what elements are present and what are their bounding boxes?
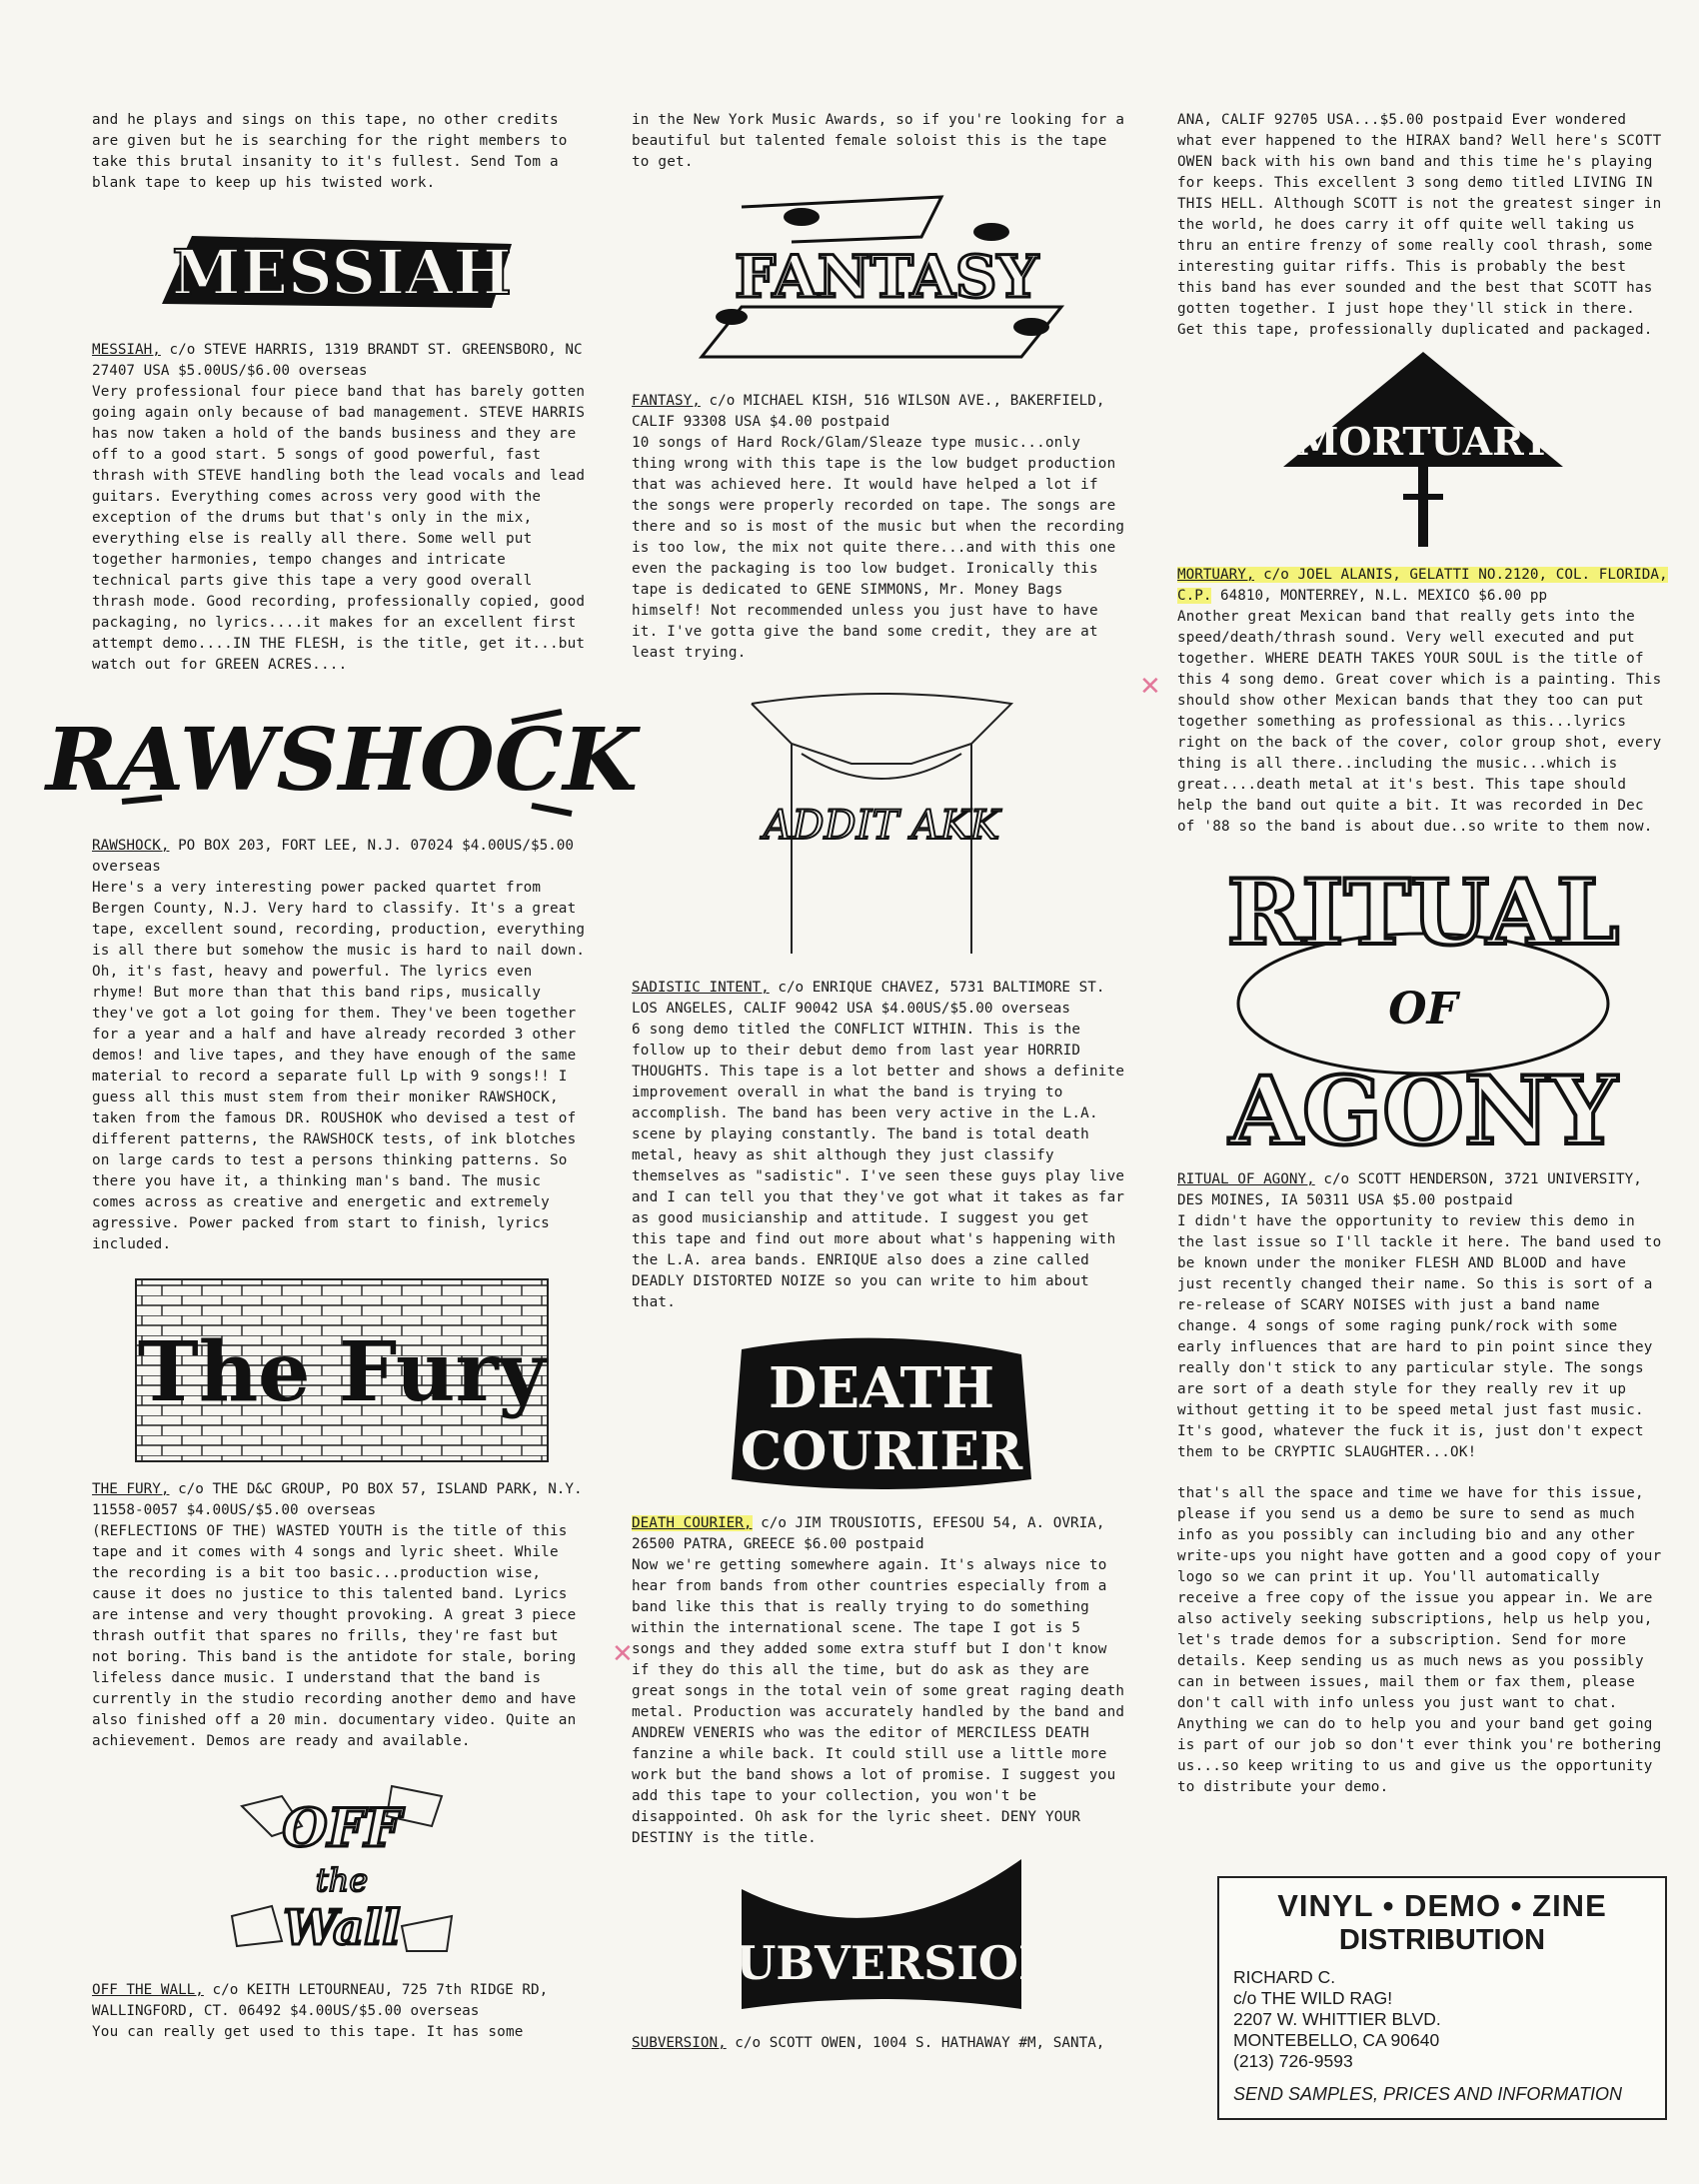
off-the-wall-logo (92, 1766, 592, 1966)
band-name: THE FURY, (92, 1481, 170, 1497)
ad-subtitle: DISTRIBUTION (1338, 1924, 1546, 1956)
agony-logo-text: AGONY (1228, 1057, 1618, 1166)
rawshock-review: Here's a very interesting power packed quartet from Bergen County, N.J. Very hard to classify. It's a great tape, excellent sound, recording, production, everything is all there but somehow the music is hard to nail down. Oh, it's fast, heavy and powerful. The lyrics even rhyme! But more than that this band rips, musically they've got a lot going for them. They've been together for a year and a half and have already recorded 3 other demos! and live tapes, and they have enough of the same material to record a separate full Lp with 9 songs!! I guess all this must stem from their moniker RAWSHOCK, taken from the famous DR. ROUSHOK who devised a test of different patterns, the RAWSHOCK tests, of ink blotches on large cards to test a persons thinking patterns. So there you have it, a thinking man's band. The music comes across as creative and energetic and extremely agressive. Power packed from start to finish, lyrics included. (92, 880, 586, 1252)
ad-contact-name: RICHARD C. (1233, 1967, 1336, 1987)
distribution-ad-box (1217, 1876, 1667, 2120)
of-logo-text: OF (1388, 984, 1458, 1035)
mortuary-logo (1177, 347, 1669, 557)
continued-review-text: and he plays and sings on this tape, no other credits are given but he is searching for the right members to take this brutal insanity to it's fullest. Send Tom a blank tape to keep up his twisted work. (92, 112, 568, 191)
death-logo-text: DEATH (768, 1355, 995, 1421)
ritual-of-agony-review: I didn't have the opportunity to review this demo in the last issue so I'll tackle it here. The band used to be known under the moniker FLESH AND BLOOD and have just recently changed their name. So this is sort of a re-release of SCARY NOISES with just a band name change. 4 songs of some raging punk/rock with some early influences that are hard to pin point since they really don't stick to any particular style. The songs are sort of a death style for they really rev it up without getting it to be speed metal just fast music. It's good, whatever the fuck it is, just don't expect them to be CRYPTIC SLAUGHTER...OK! (1177, 1213, 1662, 1460)
ad-city: MONTEBELLO, CA 90640 (1233, 2030, 1440, 2050)
sadistic-intent-review: 6 song demo titled the CONFLICT WITHIN. This is the follow up to their debut demo from last year HORRID THOUGHTS. This tape is a lot better and shows a definite improvement overall in what the band is trying to accomplish. The band has been very active in the L.A. scene by playing constantly. The band is total death metal, heavy as shit although they just classify themselves as "sadistic". I've seen these guys play live and I can tell you that they've got what it takes as far as good musicianship and attitude. I suggest you get this tape and find out more about what's happening with the L.A. area bands. ENRIQUE also does a zine called DEADLY DISTORTED NOIZE so you can write to him about that. (632, 1022, 1125, 1310)
ad-title: VINYL • DEMO • ZINE (1277, 1888, 1607, 1923)
ritual-of-agony-logo (1177, 844, 1669, 1166)
off-logo-text: OFF (282, 1798, 402, 1859)
band-name: SADISTIC INTENT, (632, 980, 770, 996)
column-middle (632, 110, 1131, 2054)
rawshock-header (92, 836, 592, 878)
band-name: MESSIAH, (92, 342, 161, 358)
mortuary-logo-text: MORTUARY (1296, 419, 1550, 464)
ad-street: 2207 W. WHITTIER BLVD. (1233, 2009, 1441, 2029)
fantasy-logo-text: FANTASY (734, 243, 1039, 311)
wall-logo-text: Wall (283, 1900, 401, 1956)
band-address-highlighted: c/o JOEL ALANIS, GELATTI NO.2120, COL. FLORIDA, C.P. (1177, 567, 1668, 604)
band-address: c/o THE D&C GROUP, PO BOX 57, ISLAND PARK, N.Y. 11558-0057 $4.00US/$5.00 overseas (92, 1481, 583, 1518)
subversion-logo-text: SUBVERSION (702, 1936, 1061, 1990)
band-name: RITUAL OF AGONY, (1177, 1171, 1315, 1187)
subversion-logo (632, 1849, 1131, 2019)
messiah-logo (92, 216, 592, 326)
band-name: DEATH COURIER, (632, 1515, 753, 1531)
fantasy-logo (632, 187, 1131, 377)
continued-review-text: in the New York Music Awards, so if you're looking for a beautiful but talented female soloist this is the tape to get. (632, 112, 1125, 170)
messiah-review: Very professional four piece band that has barely gotten going again only because of bad management. STEVE HARRIS has now taken a hold of the bands business and they are off to a good start. 5 songs of good powerful, fast thrash with STEVE handling both the lead vocals and lead guitars. Everything comes across very good with the exception of the drums but that's only in the mix, everything else is really all there. Some well put together harmonies, tempo changes and intricate technical parts give this tape a very good overall thrash mode. Good recording, professionally copied, good packaging, no lyrics....it makes for an excellent first attempt demo....IN THE FLESH, is the title, get it...but watch out for GREEN ACRES.... (92, 384, 586, 673)
messiah-logo-text: MESSIAH (172, 236, 512, 309)
ad-footer: SEND SAMPLES, PRICES AND INFORMATION (1233, 2084, 1623, 2104)
the-logo-text: the (315, 1861, 369, 1899)
fantasy-header (632, 391, 1131, 433)
rawshock-logo (46, 702, 638, 822)
death-courier-header (632, 1513, 1131, 1555)
sadistic-intent-header (632, 978, 1131, 1020)
band-address: c/o JIM TROUSIOTIS, EFESOU 54, A. OVRIA, 26500 PATRA, GREECE $6.00 postpaid (632, 1515, 1105, 1552)
death-courier-review: Now we're getting somewhere again. It's always nice to hear from bands from other countries especially from a band like this that is really trying to do something within the international scene. The tape I got is 5 songs and they added some extra stuff but I don't know if they do this all the time, but do ask as they are great songs in the total vein of some great raging death metal. Production was accurately handled by the band and ANDREW VENERIS who was the editor of MERCILESS DEATH fanzine a while back. It could still use a little more work but the band shows a lot of promise. I suggest you add this tape to your collection, you won't be disappointed. Oh ask for the lyric sheet. DENY YOUR DESTINY is the title. (632, 1557, 1125, 1846)
band-address: PO BOX 203, FORT LEE, N.J. 07024 $4.00US/$5.00 overseas (92, 838, 575, 875)
sadistic-intent-logo (632, 674, 1131, 964)
sadistic-logo-text: ADDIT AKK (763, 803, 1000, 849)
courier-logo-text: COURIER (740, 1421, 1023, 1482)
off-the-wall-review: You can really get used to this tape. It has some (92, 2024, 524, 2040)
ritual-of-agony-header (1177, 1169, 1669, 1211)
rawshock-logo-text: RAWSHOCK (46, 710, 638, 811)
fantasy-review: 10 songs of Hard Rock/Glam/Sleaze type music...only thing wrong with this tape is the low budget production that was achieved here. It would have helped a lot if the songs were properly recorded on tape. The songs are there and so is most of the music but when the recording is too low, the mix not quite there...and with this one even the packaging is too low budget. Ironically this tape is dedicated to GENE SIMMONS, Mr. Money Bags himself! Not recommended unless you just have to have it. I've gotta give the band some credit, they are at least trying. (632, 435, 1125, 661)
band-name: RAWSHOCK, (92, 838, 170, 854)
ad-contact-company: c/o THE WILD RAG! (1233, 1988, 1393, 2008)
band-name: MORTUARY, (1177, 567, 1255, 583)
ritual-logo-text: RITUAL (1226, 860, 1620, 966)
fury-logo (92, 1275, 592, 1465)
pen-x-mark: ✕ (612, 1639, 634, 1669)
mortuary-review: Another great Mexican band that really gets into the speed/death/thrash sound. Very well executed and put together. WHERE DEATH TAKES YOUR SOUL is the title of this 4 song demo. Great cover which is a painting. This should show other Mexican bands that they too can put together something as professional as this...lyrics right on the back of the cover, color group shot, every thing is all there..including the music...which is great....death metal at it's best. This tape should help the band out quite a bit. It was recorded in Dec of '88 so the band is about due..so write to them now. (1177, 609, 1662, 835)
band-address: c/o MICHAEL KISH, 516 WILSON AVE., BAKERFIELD, CALIF 93308 USA $4.00 postpaid (632, 393, 1105, 430)
band-address: c/o SCOTT HENDERSON, 3721 UNIVERSITY, DES MOINES, IA 50311 USA $5.00 postpaid (1177, 1171, 1642, 1208)
off-the-wall-header (92, 1980, 592, 2022)
band-address: c/o SCOTT OWEN, 1004 S. HATHAWAY #M, SANTA, (726, 2035, 1105, 2051)
band-name: FANTASY, (632, 393, 701, 409)
band-address: c/o KEITH LETOURNEAU, 725 7th RIDGE RD, WALLINGFORD, CT. 06492 $4.00US/$5.00 overseas (92, 1982, 549, 2019)
band-name: OFF THE WALL, (92, 1982, 204, 1998)
fury-logo-text: The Fury (137, 1324, 547, 1420)
pen-x-mark: ✕ (1139, 672, 1161, 702)
band-address: c/o STEVE HARRIS, 1319 BRANDT ST. GREENSBORO, NC 27407 USA $5.00US/$6.00 overseas (92, 342, 583, 379)
subversion-header (632, 2033, 1131, 2054)
fury-header (92, 1479, 592, 1521)
ad-phone: (213) 726-9593 (1233, 2051, 1353, 2071)
subversion-review-continued: ANA, CALIF 92705 USA...$5.00 postpaid Ever wondered what ever happened to the HIRAX band? Well here's SCOTT OWEN back with his own band and this time he's playing for keeps. This excellent 3 song demo titled LIVING IN THIS HELL. Although SCOTT is not the greatest singer in the world, he does carry it off quite well taking us thru an entire frenzy of some really cool thrash, some interesting guitar riffs. This is probably the best this band has ever sounded and the best that SCOTT has gotten together. I just hope they'll stick in there. Get this tape, professionally duplicated and packaged. (1177, 112, 1662, 338)
column-left (46, 110, 638, 2043)
band-name: SUBVERSION, (632, 2035, 727, 2051)
messiah-header (92, 340, 592, 382)
band-address: 64810, MONTERREY, N.L. MEXICO $6.00 pp (1211, 588, 1548, 604)
band-address: c/o ENRIQUE CHAVEZ, 5731 BALTIMORE ST. LOS ANGELES, CALIF 90042 USA $4.00US/$5.00 overseas (632, 980, 1105, 1017)
mortuary-header (1177, 565, 1669, 607)
fury-review: (REFLECTIONS OF THE) WASTED YOUTH is the title of this tape and it comes with 4 songs and lyric sheet. While the recording is a bit too basic...production wise, cause it does no justice to this talented band. Lyrics are intense and very thought provoking. A great 3 piece thrash outfit that spares no frills, they're fast but not boring. This band is the antidote for stale, boring lifeless dance music. I understand that the band is currently in the studio recording another demo and have also finished off a 20 min. documentary video. Quite an achievement. Demos are ready and available. (92, 1523, 577, 1749)
death-courier-logo (632, 1329, 1131, 1499)
column-right (1177, 110, 1669, 1798)
closing-note: that's all the space and time we have for this issue, please if you send us a demo be sure to send as much info as you possibly can including bio and any other write-ups you night have gotten and a good copy of your logo so we can print it up. You'll automatically receive a free copy of the issue you appear in. We are also actively seeking subscriptions, help us help you, let's trade demos for a subscription. Send for more details. Keep sending us as much news as you possibly can in between issues, mail them or fax them, please don't call with info unless you just want to chat. Anything we can do to help you and your band get going is part of our job so don't ever think you're bothering us...so keep writing to us and give us the opportunity to distribute your demo. (1177, 1485, 1662, 1795)
